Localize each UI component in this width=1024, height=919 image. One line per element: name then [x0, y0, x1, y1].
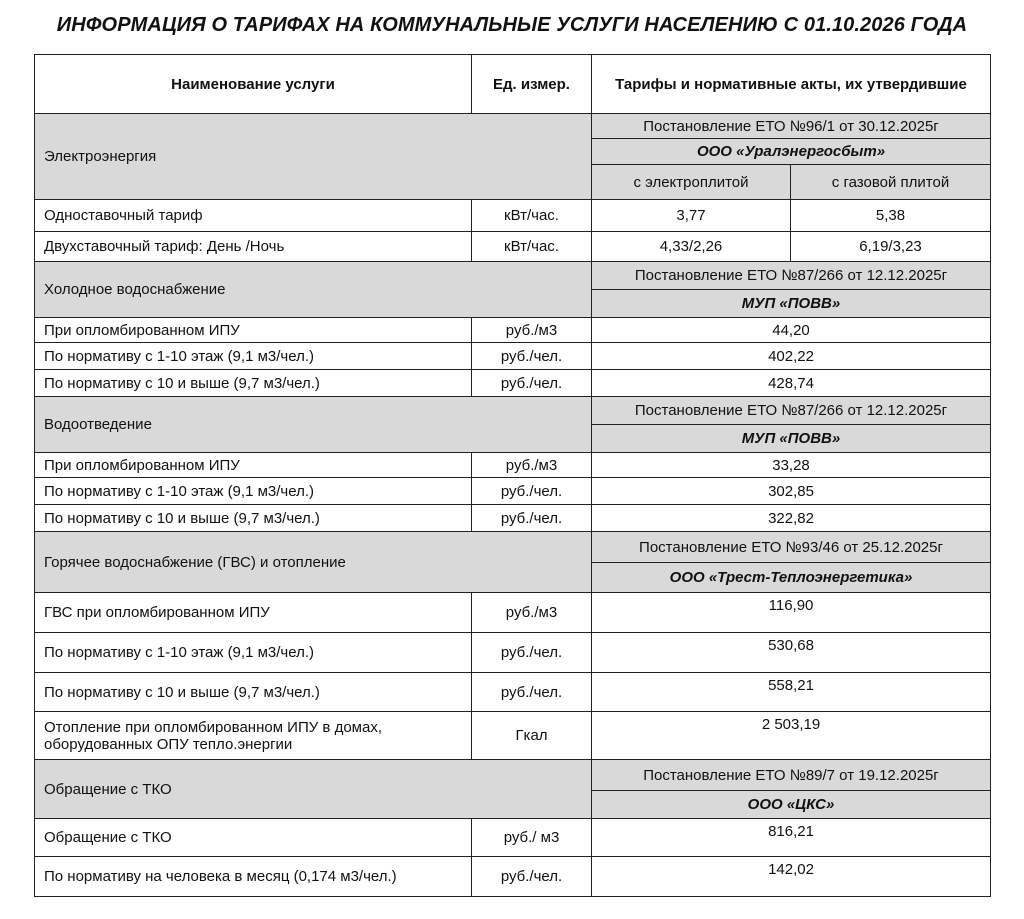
- table-row: [35, 478, 991, 505]
- row-unit: руб./чел.: [472, 478, 592, 505]
- section-org-cold-water: МУП «ПОВВ»: [592, 290, 991, 318]
- row-name: По нормативу с 1-10 этаж (9,1 м3/чел.): [35, 478, 472, 505]
- row-name-line: оборудованных ОПУ тепло.энергии: [44, 735, 293, 753]
- document-title: ИНФОРМАЦИЯ О ТАРИФАХ НА КОММУНАЛЬНЫЕ УСЛУГИ НАСЕЛЕНИЮ С 01.10.2026 ГОДА: [56, 14, 968, 36]
- table-row: [35, 819, 991, 857]
- row-name: По нормативу с 1-10 этаж (9,1 м3/чел.): [35, 633, 472, 673]
- section-row-waste: [35, 760, 991, 791]
- section-title-sewerage: Водоотведение: [35, 397, 592, 453]
- section-title-electricity: Электроэнергия: [35, 114, 592, 200]
- tariff-table: [34, 54, 991, 897]
- row-unit: Гкал: [472, 712, 592, 760]
- section-act-electricity: Постановление ЕТО №96/1 от 30.12.2025г: [592, 114, 991, 139]
- row-unit: кВт/час.: [472, 200, 592, 232]
- section-act-sewerage: Постановление ЕТО №87/266 от 12.12.2025г: [592, 397, 991, 425]
- row-name: По нормативу с 1-10 этаж (9,1 м3/чел.): [35, 343, 472, 370]
- row-value: 402,22: [592, 343, 991, 370]
- row-value-electric: 4,33/2,26: [592, 232, 791, 262]
- table-header-row: [35, 55, 991, 114]
- header-unit: Ед. измер.: [472, 55, 592, 114]
- row-unit: руб./чел.: [472, 505, 592, 532]
- section-row-sewerage: [35, 397, 991, 425]
- section-title-waste: Обращение с ТКО: [35, 760, 592, 819]
- table-row: [35, 633, 991, 673]
- table-row: [35, 593, 991, 633]
- table-row: [35, 505, 991, 532]
- column-electric-stove: с электроплитой: [592, 165, 791, 200]
- row-name: При опломбированном ИПУ: [35, 453, 472, 478]
- table-row: [35, 370, 991, 397]
- table-row: [35, 343, 991, 370]
- row-name-line: Отопление при опломбированном ИПУ в домах,: [44, 718, 382, 736]
- row-name: Двухставочный тариф: День /Ночь: [35, 232, 472, 262]
- section-org-hot-water: ООО «Трест-Теплоэнергетика»: [592, 563, 991, 593]
- row-value: 558,21: [592, 673, 991, 712]
- header-tariffs: Тарифы и нормативные акты, их утвердившие: [592, 55, 991, 114]
- table-row: [35, 857, 991, 897]
- row-name: Одноставочный тариф: [35, 200, 472, 232]
- row-value: 428,74: [592, 370, 991, 397]
- table-row: [35, 712, 991, 760]
- row-unit: руб./чел.: [472, 633, 592, 673]
- section-org-electricity: ООО «Уралэнергосбыт»: [592, 139, 991, 165]
- row-value: 530,68: [592, 633, 991, 673]
- row-value: 116,90: [592, 593, 991, 633]
- row-unit: руб./чел.: [472, 857, 592, 897]
- section-title-cold-water: Холодное водоснабжение: [35, 262, 592, 318]
- row-unit: руб./м3: [472, 593, 592, 633]
- table-row: [35, 200, 991, 232]
- row-unit: руб./чел.: [472, 370, 592, 397]
- section-title-hot-water: Горячее водоснабжение (ГВС) и отопление: [35, 532, 592, 593]
- row-value-gas: 5,38: [791, 200, 991, 232]
- row-value: 142,02: [592, 857, 991, 897]
- section-org-waste: ООО «ЦКС»: [592, 791, 991, 819]
- row-value-gas: 6,19/3,23: [791, 232, 991, 262]
- row-name: По нормативу с 10 и выше (9,7 м3/чел.): [35, 505, 472, 532]
- row-value-electric: 3,77: [592, 200, 791, 232]
- table-row: [35, 318, 991, 343]
- row-unit: руб./чел.: [472, 673, 592, 712]
- section-row-hot-water: [35, 532, 991, 563]
- row-value: 816,21: [592, 819, 991, 857]
- row-name: При опломбированном ИПУ: [35, 318, 472, 343]
- row-name: ГВС при опломбированном ИПУ: [35, 593, 472, 633]
- table-row: [35, 673, 991, 712]
- row-unit: руб./м3: [472, 453, 592, 478]
- row-value: 2 503,19: [592, 712, 991, 760]
- row-value: 44,20: [592, 318, 991, 343]
- section-act-hot-water: Постановление ЕТО №93/46 от 25.12.2025г: [592, 532, 991, 563]
- header-service: Наименование услуги: [35, 55, 472, 114]
- row-name: По нормативу на человека в месяц (0,174 м3/чел.): [35, 857, 472, 897]
- row-unit: кВт/час.: [472, 232, 592, 262]
- row-name: По нормативу с 10 и выше (9,7 м3/чел.): [35, 370, 472, 397]
- row-name: Обращение с ТКО: [35, 819, 472, 857]
- row-value: 302,85: [592, 478, 991, 505]
- table-row: [35, 453, 991, 478]
- row-value: 33,28: [592, 453, 991, 478]
- row-unit: руб./чел.: [472, 343, 592, 370]
- section-row-electricity: [35, 114, 991, 139]
- row-value: 322,82: [592, 505, 991, 532]
- table-row: [35, 232, 991, 262]
- row-name: По нормативу с 10 и выше (9,7 м3/чел.): [35, 673, 472, 712]
- column-gas-stove: с газовой плитой: [791, 165, 991, 200]
- section-act-cold-water: Постановление ЕТО №87/266 от 12.12.2025г: [592, 262, 991, 290]
- section-row-cold-water: [35, 262, 991, 290]
- row-unit: руб./ м3: [472, 819, 592, 857]
- row-unit: руб./м3: [472, 318, 592, 343]
- row-name-heating: [35, 712, 472, 760]
- section-act-waste: Постановление ЕТО №89/7 от 19.12.2025г: [592, 760, 991, 791]
- section-org-sewerage: МУП «ПОВВ»: [592, 425, 991, 453]
